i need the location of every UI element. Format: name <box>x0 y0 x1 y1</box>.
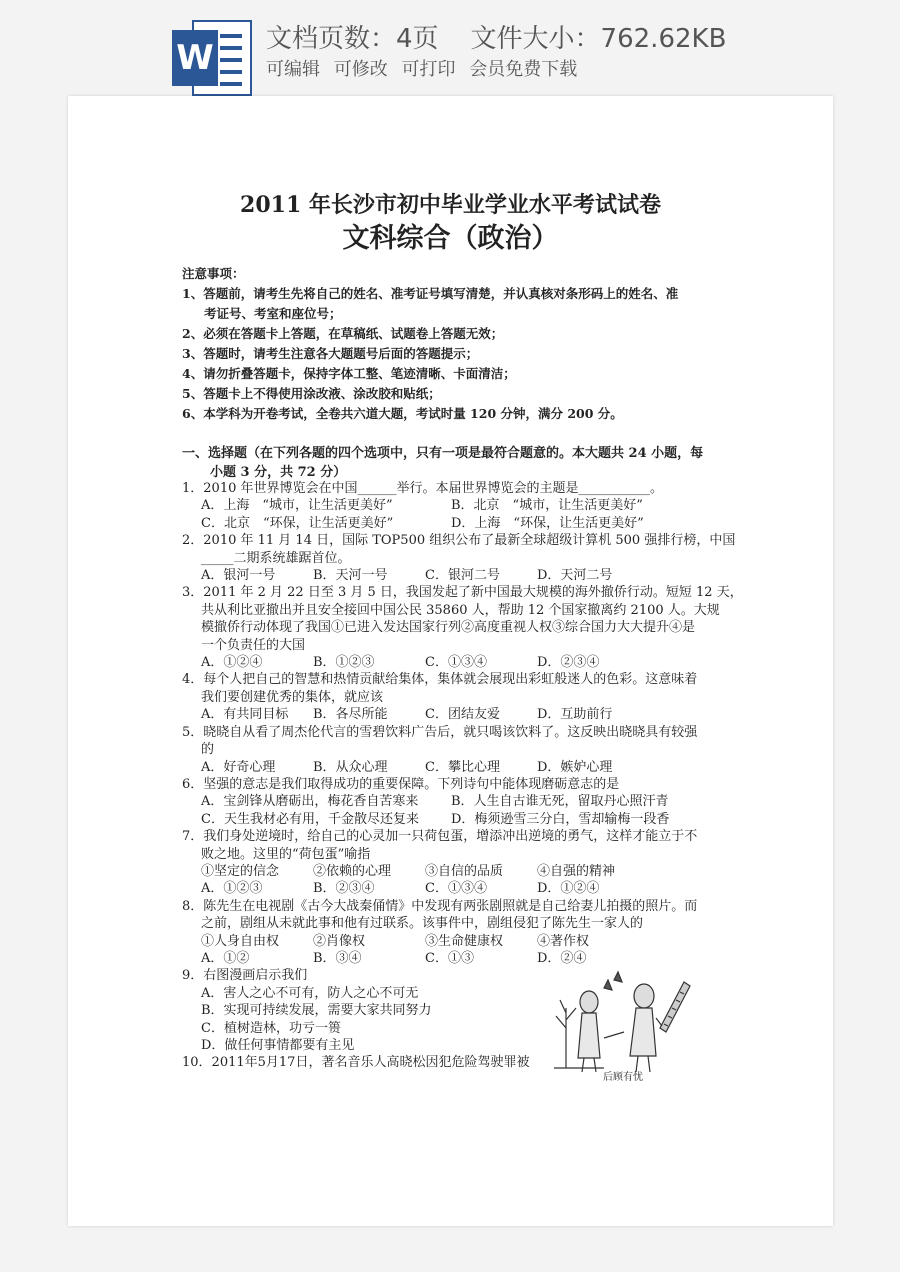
question-3: 3．2011 年 2 月 22 日至 3 月 5 日，我国发起了新中国最大规模的海外撤侨行动。短短 12 天， <box>182 585 743 601</box>
question-5: 5．晓晓自从看了周杰伦代言的雪碧饮料广告后，就只喝该饮料了。这反映出晓晓具有较强 <box>182 724 698 740</box>
statement: ①坚定的信念 <box>201 863 280 879</box>
option: D．①②④ <box>537 881 600 897</box>
question-3-cont: 共从利比亚撤出并且安全接回中国公民 35860 人，帮助 12 个国家撤离约 2100 人。大规 <box>201 602 720 618</box>
option: A．宝剑锋从磨砺出，梅花香自苦寒来 <box>201 794 419 810</box>
option: C．北京 “环保，让生活更美好” <box>201 515 394 531</box>
notice-heading: 注意事项： <box>182 266 245 281</box>
notice-line: 3、答题时，请考生注意各大题题号后面的答题提示； <box>182 346 479 361</box>
option: A．有共同目标 <box>201 707 289 723</box>
statement: ④著作权 <box>537 933 590 949</box>
option: D．嫉妒心理 <box>537 759 613 775</box>
question-8: 8．陈先生在电视剧《古今大战秦俑情》中发现有两张剧照就是自己给妻儿拍摄的照片。而 <box>182 898 698 914</box>
feature-member-download[interactable]: 会员免费下载 <box>469 59 578 80</box>
option: D．做任何事情都要有主见 <box>201 1038 355 1053</box>
page-count: 文档页数：4页 <box>266 24 439 54</box>
question-7-cont: 败之地。这里的“荷包蛋”喻指 <box>201 846 371 862</box>
question-9: 9．右图漫画启示我们 <box>182 968 308 984</box>
statement: ②依赖的心理 <box>313 863 392 879</box>
option: D．梅须逊雪三分白，雪却输梅一段香 <box>451 811 670 827</box>
question-3-cont: 一个负责任的大国 <box>201 637 306 653</box>
option: D．②③④ <box>537 655 600 671</box>
question-8-cont: 之前，剧组从未就此事和他有过联系。该事件中，剧组侵犯了陈先生一家人的 <box>201 916 644 932</box>
feature-editable: 可编辑 <box>266 59 320 80</box>
feature-modifiable: 可修改 <box>333 59 388 80</box>
option: C．天生我材必有用，千金散尽还复来 <box>201 811 419 827</box>
option: A．好奇心理 <box>201 759 276 775</box>
option: B．各尽所能 <box>313 707 388 723</box>
option: C．①③④ <box>425 655 487 671</box>
notice-line: 考证号、考室和座位号； <box>204 306 342 321</box>
question-2: 2．2010 年 11 月 14 日，国际 TOP500 组织公布了最新全球超级计算机 500 强排行榜，中国 <box>182 533 736 549</box>
notice-line: 4、请勿折叠答题卡，保持字体工整、笔迹清晰、卡面清洁； <box>182 366 516 381</box>
option: A．①② <box>201 950 250 966</box>
option: C．攀比心理 <box>425 759 500 775</box>
option: C．①③ <box>425 950 474 966</box>
download-banner <box>0 0 900 96</box>
question-5-cont: 的 <box>201 742 215 758</box>
question-4: 4．每个人把自己的智慧和热情贡献给集体，集体就会展现出彩虹般迷人的色彩。这意味着 <box>182 672 698 688</box>
question-10: 10．2011年5月17日，著名音乐人高晓松因犯危险驾驶罪被 <box>182 1055 530 1071</box>
statement: ④自强的精神 <box>537 863 616 879</box>
notice-block <box>182 264 722 424</box>
notice-line: 1、答题前，请考生先将自己的姓名、准考证号填写清楚，并认真核对条形码上的姓名、准 <box>182 286 679 301</box>
option: B．②③④ <box>313 881 375 897</box>
cartoon-illustration <box>544 968 702 1078</box>
statement: ③生命健康权 <box>425 933 504 949</box>
option: A．上海 “城市，让生活更美好” <box>201 498 393 514</box>
word-document-icon <box>172 20 254 96</box>
option: C．团结友爱 <box>425 707 500 723</box>
option: D．天河二号 <box>537 568 613 584</box>
question-6: 6．坚强的意志是我们取得成功的重要保障。下列诗句中能体现磨砺意志的是 <box>182 776 620 792</box>
option: A．①②③ <box>201 881 263 897</box>
file-size: 文件大小：762.62KB <box>470 24 727 54</box>
option: B．北京 “城市，让生活更美好” <box>451 498 643 514</box>
statement: ①人身自由权 <box>201 933 280 949</box>
option: A．①②④ <box>201 655 263 671</box>
section-heading-line2: 小题 3 分，共 72 分） <box>210 465 347 480</box>
option: D．上海 “环保，让生活更美好” <box>451 515 644 531</box>
notice-line: 6、本学科为开卷考试，全卷共六道大题，考试时量 120 分钟，满分 200 分。 <box>182 406 623 421</box>
option: B．③④ <box>313 950 362 966</box>
statement: ③自信的品质 <box>425 863 504 879</box>
option: B．人生自古谁无死，留取丹心照汗青 <box>451 794 669 810</box>
option: D．互助前行 <box>537 707 613 723</box>
statement: ②肖像权 <box>313 933 366 949</box>
option: B．①②③ <box>313 655 375 671</box>
option: A．害人之心不可有，防人之心不可无 <box>201 985 419 1001</box>
option: C．植树造林，功亏一篑 <box>201 1020 341 1036</box>
section-heading <box>182 444 722 482</box>
notice-line: 2、必须在答题卡上答题，在草稿纸、试题卷上答题无效； <box>182 326 504 341</box>
question-4-cont: 我们要创建优秀的集体，就应该 <box>201 689 384 705</box>
option: B．实现可持续发展，需要大家共同努力 <box>201 1003 432 1019</box>
notice-line: 5、答题卡上不得使用涂改液、涂改胶和贴纸； <box>182 386 441 401</box>
question-1: 1．2010 年世界博览会在中国______举行。本届世界博览会的主题是___________。 <box>182 481 663 496</box>
question-2-cont: _____二期系统雄踞首位。 <box>201 550 351 566</box>
option: C．银河二号 <box>425 568 500 584</box>
cartoon-caption: 后顾有忧 <box>603 1072 643 1083</box>
option: B．从众心理 <box>313 759 388 775</box>
feature-printable: 可打印 <box>401 59 456 80</box>
option: B．天河一号 <box>313 568 388 584</box>
question-7: 7．我们身处逆境时，给自己的心灵加一只荷包蛋，增添冲出逆境的勇气，这样才能立于不 <box>182 829 698 845</box>
document-page <box>68 96 833 1226</box>
exam-subtitle: 文科综合（政治） <box>342 223 559 254</box>
word-icon-letter: W <box>176 38 214 78</box>
question-3-cont: 模撤侨行动体现了我国①已进入发达国家行列②高度重视人权③综合国力大大提升④是 <box>201 620 696 636</box>
section-heading-line1: 一、选择题（在下列各题的四个选项中，只有一项是最符合题意的。本大题共 24 小题，每 <box>182 446 704 461</box>
exam-title: 2011 年长沙市初中毕业学业水平考试试卷 <box>240 192 661 218</box>
option: A．银河一号 <box>201 568 276 584</box>
option: D．②④ <box>537 950 587 966</box>
option: C．①③④ <box>425 881 487 897</box>
